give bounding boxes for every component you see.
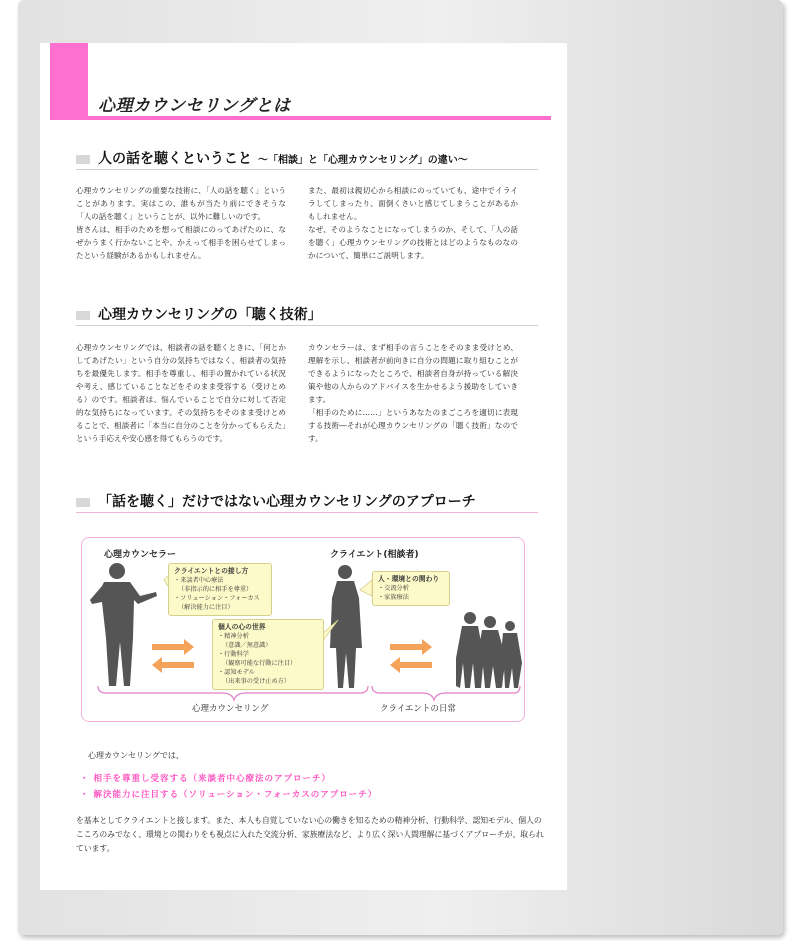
counselor-silhouette-icon [90, 563, 157, 686]
section1-divider [76, 169, 538, 170]
bubble-line: ・来談者中心療法 [174, 577, 224, 584]
paragraph: 「相手のために……」というあなたのまごころを適切に表現する技術―それが心理カウンセリングの「聴く技術」なのです。 [308, 408, 518, 443]
bubble-line: ・認知モデル [218, 669, 255, 676]
section2-heading [76, 304, 322, 324]
bubble-line: ・交流分析 [378, 585, 409, 592]
closing-paragraph: を基本としてクライエントと接します。また、本人も自覚していない心の働きを知るための精神分析、行動科学、認知モデル、個人のこころのみでなく、環境との関わりをも視点に入れた交流分析、家族療法など、より広く深い人間理解に基づくアプローチが、取られています。 [76, 816, 544, 853]
client-silhouette-icon [330, 565, 362, 688]
bubble-line: （観察可能な行動に注目） [222, 660, 297, 667]
section2-divider [76, 325, 538, 326]
counseling-caption: 心理カウンセリング [192, 704, 269, 714]
page-title: 心理カウンセリングとは [98, 96, 291, 116]
section-marker-icon [76, 498, 90, 507]
daily-life-brace [372, 686, 520, 700]
bubble-title: クライエントとの接し方 [174, 567, 249, 575]
bubble-line: ・行動科学 [218, 651, 249, 658]
inner-world-bubble [212, 619, 324, 690]
bubble-line: ・ソリューション・フォーカス [174, 595, 260, 602]
section3-heading [76, 491, 476, 511]
paragraph: カウンセラーは、まず相手の言うことをそのまま受けとめ、理解を示し、相談者が前向きに自分の問題に取り組むことができるようになったところで、相談者自身が持っている解決策や他の人からのアドバイスを生かせるよう援助をしていきます。 [308, 343, 518, 404]
section2-title: 心理カウンセリングの「聴く技術」 [98, 307, 322, 323]
bubble-line: ・家族療法 [378, 594, 409, 601]
bubble-line: （出来事の受け止め方） [222, 678, 291, 685]
bubble-line: （非指示的に相手を尊重） [178, 586, 253, 593]
section2-right-column [308, 341, 518, 445]
arrow-left-icon [152, 657, 194, 673]
section2-left-column [76, 341, 286, 445]
client-daily-caption: クライエントの日常 [380, 704, 456, 714]
bubble-line: ・精神分析 [218, 633, 249, 640]
client-relation-bubble [168, 563, 272, 616]
approach-diagram [81, 537, 525, 722]
section3-divider [76, 512, 538, 513]
document-page [40, 43, 567, 890]
arrow-right-icon [152, 639, 194, 655]
pink-list-item: ・ 相手を尊重し受容する（来談者中心療法のアプローチ） [80, 774, 331, 784]
bubble-title: 個人の心の世界 [218, 623, 266, 631]
bubble-line: （解決能力に注目） [178, 604, 234, 611]
paragraph: 皆さんは、相手のためを想って相談にのってあげたのに、なぜかうまく行かないことや、かえって相手を困らせてしまったという経験があるかもしれません。 [76, 225, 286, 260]
pink-list-item: ・ 解決能力に注目する（ソリューション・フォーカスのアプローチ） [80, 790, 378, 800]
counselor-label: 心理カウンセラー [104, 550, 177, 560]
paragraph: また、最初は親切心から相談にのっていても、途中でイライラしてしまったり、面倒くさいと感じてしまうことがあるかもしれません。 [308, 186, 518, 221]
paragraph: なぜ、そのようなことになってしまうのか、そして、「人の話を聴く」心理カウンセリングの技術とはどのようなものなのかについて、簡単にご説明します。 [308, 225, 518, 260]
section1-right-column [308, 184, 518, 262]
paragraph: 心理カウンセリングの重要な技術に、「人の話を聴く」ということがあります。実はこの、誰もが当たり前にできそうな「人の話を聴く」ということが、以外に難しいのです。 [76, 186, 286, 221]
arrow-right-icon [390, 639, 432, 655]
bubble-line: （意識／無意識） [222, 642, 272, 649]
section1-title: 人の話を聴くということ [98, 151, 252, 167]
header-accent-line [50, 116, 551, 120]
section-marker-icon [76, 311, 90, 320]
environment-bubble [372, 571, 450, 606]
intro-text: 心理カウンセリングでは、 [88, 751, 184, 760]
section1-left-column [76, 184, 286, 262]
section3-title: 「話を聴く」だけではない心理カウンセリングのアプローチ [98, 494, 476, 510]
bubble-pointer [360, 580, 372, 596]
header-accent-block [50, 43, 88, 119]
arrow-left-icon [390, 657, 432, 673]
bubble-title: 人・環境との関わり [378, 575, 440, 583]
paragraph: 心理カウンセリングでは、相談者の話を聴くときに、「何とかしてあげたい」という自分の気持ちではなく、相談者の気持ちを最優先します。相手を尊重し、相手の置かれている状況や考え、感じていることなどをそのまま受容する（受けとめる）のです。相談者は、悩んでいることで自分に対して否定的な気持ちになっています。その気持ちをそのまま受けとめることで、相談者に「本当に自分のことを分かってもらえた」という手応えや安心感を得てもらうのです。 [76, 343, 286, 443]
client-label: クライエント(相談者) [330, 550, 419, 560]
people-group-icon [456, 612, 522, 688]
section1-subtitle: ～「相談」と「心理カウンセリング」の違い～ [258, 155, 468, 166]
section1-heading [76, 148, 468, 168]
section-marker-icon [76, 155, 90, 164]
